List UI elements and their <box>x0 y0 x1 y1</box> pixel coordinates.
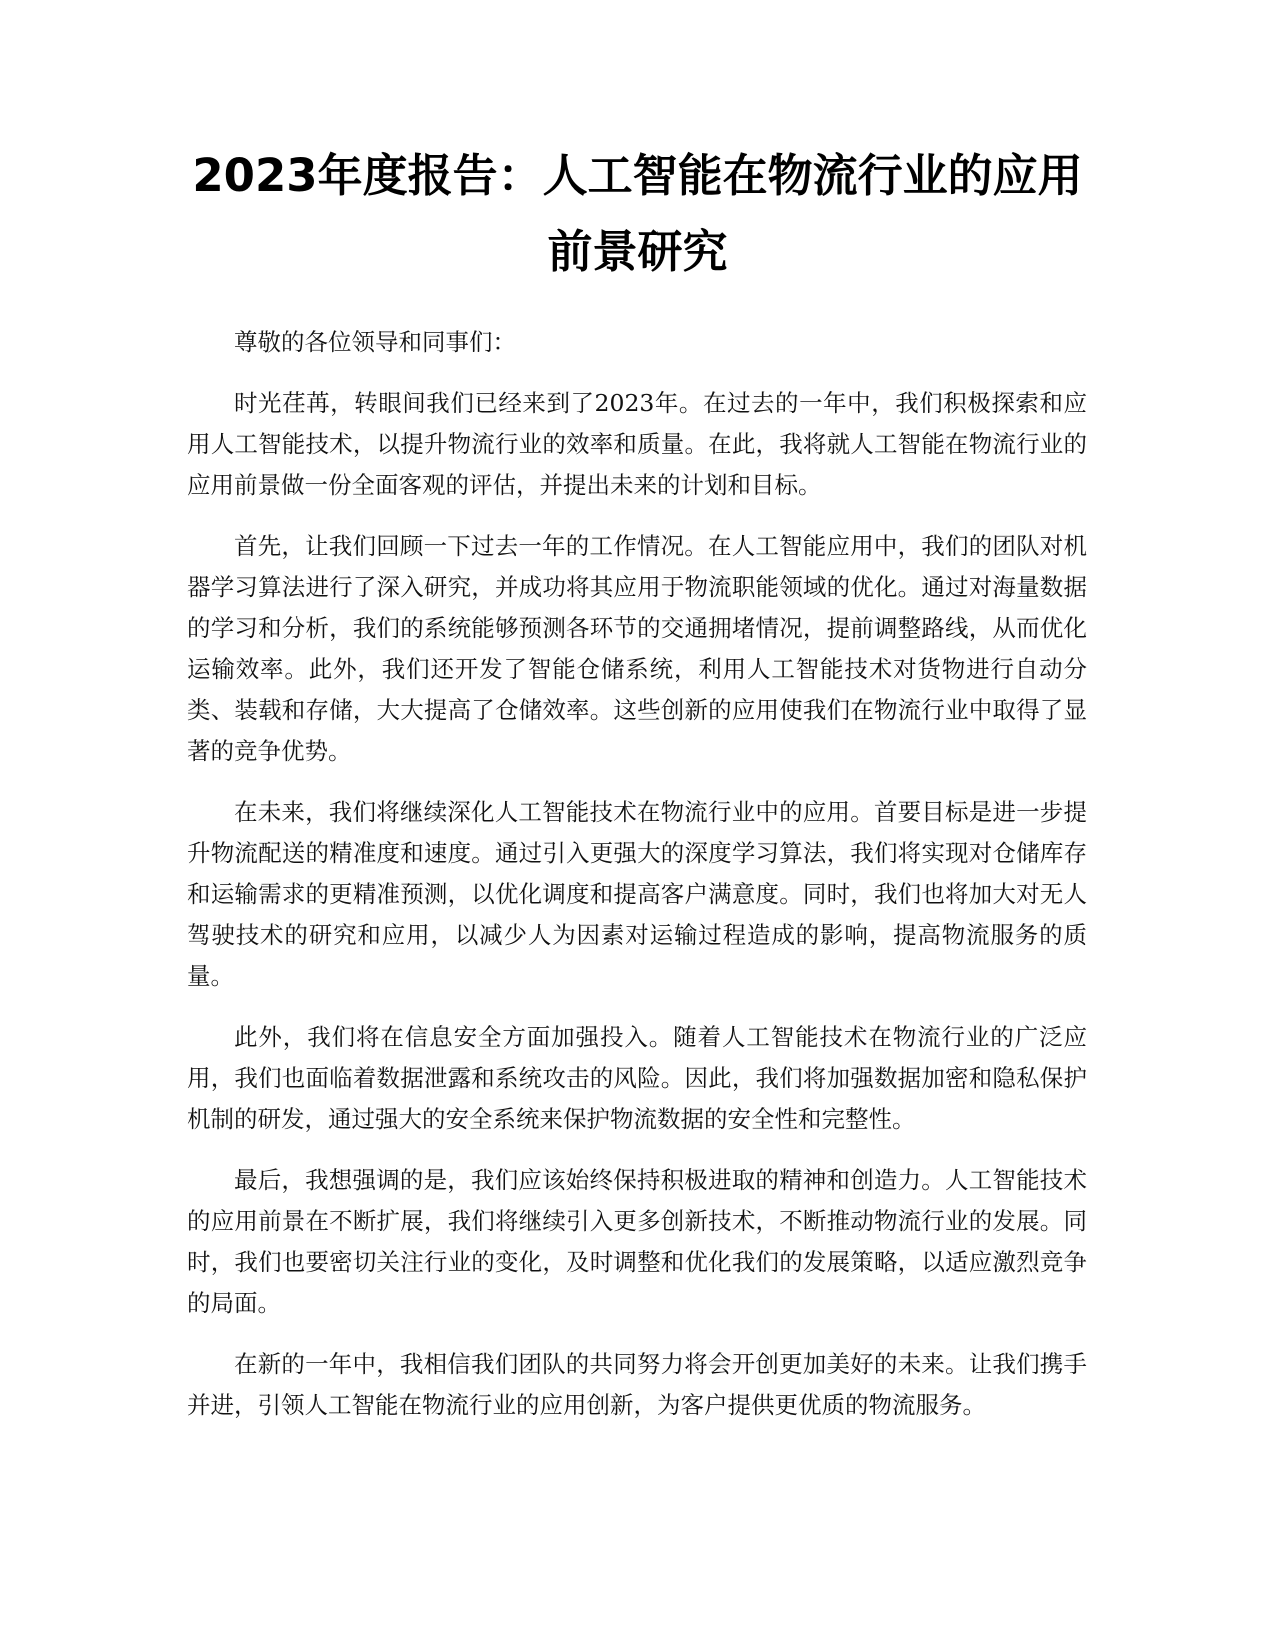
emphasis-paragraph: 最后，我想强调的是，我们应该始终保持积极进取的精神和创造力。人工智能技术的应用前景在不断扩展，我们将继续引入更多创新技术，不断推动物流行业的发展。同时，我们也要密切关注行业的变化，及时调整和优化我们的发展策略，以适应激烈竞争的局面。 <box>187 1166 1087 1317</box>
future-plan-paragraph: 在未来，我们将继续深化人工智能技术在物流行业中的应用。首要目标是进一步提升物流配送的精准度和速度。通过引入更强大的深度学习算法，我们将实现对仓储库存和运输需求的更精准预测，以优化调度和提高客户满意度。同时，我们也将加大对无人驾驶技术的研究和应用，以减少人为因素对运输过程造成的影响，提高物流服务的质量。 <box>187 798 1087 990</box>
closing-paragraph: 在新的一年中，我相信我们团队的共同努力将会开创更加美好的未来。让我们携手并进，引领人工智能在物流行业的应用创新，为客户提供更优质的物流服务。 <box>187 1350 1087 1419</box>
intro-paragraph: 时光荏苒，转眼间我们已经来到了2023年。在过去的一年中，我们积极探索和应用人工智能技术，以提升物流行业的效率和质量。在此，我将就人工智能在物流行业的应用前景做一份全面客观的评估，并提出未来的计划和目标。 <box>187 389 1087 499</box>
title-line-1: 2023年度报告：人工智能在物流行业的应用 <box>192 149 1083 202</box>
security-paragraph: 此外，我们将在信息安全方面加强投入。随着人工智能技术在物流行业的广泛应用，我们也面临着数据泄露和系统攻击的风险。因此，我们将加强数据加密和隐私保护机制的研发，通过强大的安全系统来保护物流数据的安全性和完整性。 <box>187 1023 1087 1133</box>
review-paragraph: 首先，让我们回顾一下过去一年的工作情况。在人工智能应用中，我们的团队对机器学习算法进行了深入研究，并成功将其应用于物流职能领域的优化。通过对海量数据的学习和分析，我们的系统能够预测各环节的交通拥堵情况，提前调整路线，从而优化运输效率。此外，我们还开发了智能仓储系统，利用人工智能技术对货物进行自动分类、装载和存储，大大提高了仓储效率。这些创新的应用使我们在物流行业中取得了显著的竞争优势。 <box>187 532 1087 765</box>
salutation-paragraph: 尊敬的各位领导和同事们： <box>234 328 516 356</box>
document-body <box>187 322 1087 1446</box>
document-title <box>180 138 1095 290</box>
title-line-2: 前景研究 <box>547 225 728 278</box>
